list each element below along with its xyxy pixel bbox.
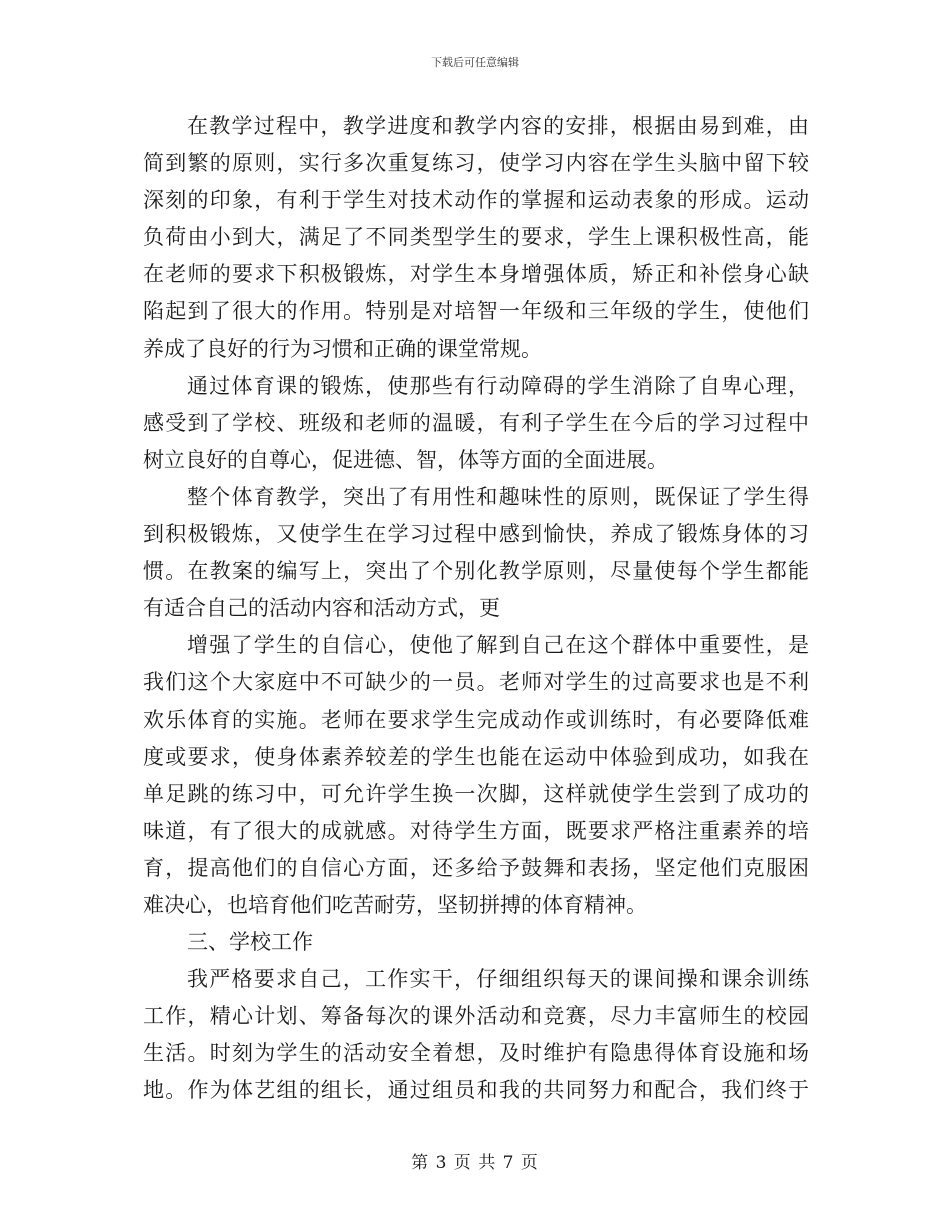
paragraph — [143, 368, 809, 479]
paragraph — [143, 108, 809, 368]
section-heading — [143, 924, 809, 961]
text-line: 陷起到了很大的作用。特别是对培智一年级和三年级的学生，使他们 — [143, 299, 809, 324]
page-number-footer: 第 3 页 共 7 页 — [411, 1153, 539, 1173]
text-line: 我严格要求自己，工作实干，仔细组织每天的课间操和课余训练 — [187, 967, 809, 992]
paragraph — [143, 479, 809, 627]
page-header-note: 下载后可任意编辑 — [431, 56, 519, 69]
text-line: 工作，精心计划、筹备每次的课外活动和竞赛，尽力丰富师生的校园 — [143, 1004, 809, 1029]
text-line: 难决心，也培育他们吃苦耐劳，坚韧拼搏的体育精神。 — [143, 892, 647, 917]
text-line: 整个体育教学，突出了有用性和趣味性的原则，既保证了学生得 — [187, 484, 809, 509]
section-heading-text: 三、学校工作 — [187, 930, 313, 955]
text-line: 味道，有了很大的成就感。对待学生方面，既要求严格注重素养的培 — [143, 818, 809, 843]
text-line: 通过体育课的锻炼，使那些有行动障碍的学生消除了自卑心理， — [187, 373, 809, 398]
text-line: 树立良好的自尊心，促进德、智，体等方面的全面进展。 — [143, 447, 668, 472]
text-line: 在教学过程中，教学进度和教学内容的安排，根据由易到难，由 — [187, 114, 809, 138]
text-line: 育，提高他们的自信心方面，还多给予鼓舞和表扬，坚定他们克服困 — [143, 855, 809, 880]
paragraph — [143, 627, 809, 924]
text-line: 感受到了学校、班级和老师的温暖，有利子学生在今后的学习过程中 — [143, 410, 809, 435]
text-line: 度或要求，使身体素养较差的学生也能在运动中体验到成功，如我在 — [143, 744, 809, 769]
text-line: 简到繁的原则，实行多次重复练习，使学习内容在学生头脑中留下较 — [143, 151, 809, 176]
text-line: 养成了良好的行为习惯和正确的课堂常规。 — [143, 336, 542, 361]
text-line: 到积极锻炼，又使学生在学习过程中感到愉快，养成了锻炼身体的习 — [143, 522, 809, 547]
text-line: 欢乐体育的实施。老师在要求学生完成动作或训练时，有必要降低难 — [143, 707, 809, 732]
text-line: 增强了学生的自信心，使他了解到自己在这个群体中重要性，是 — [187, 633, 809, 658]
text-line: 我们这个大家庭中不可缺少的一员。老师对学生的过高要求也是不利 — [143, 670, 809, 695]
text-line: 地。作为体艺组的组长，通过组员和我的共同努力和配合，我们终于 — [143, 1078, 809, 1103]
document-body — [143, 108, 809, 1110]
text-line: 生活。时刻为学生的活动安全着想，及时维护有隐患得体育设施和场 — [143, 1041, 809, 1066]
text-line: 深刻的印象，有利于学生对技术动作的掌握和运动表象的形成。运动 — [143, 188, 809, 213]
text-line: 惯。在教案的编写上，突出了个别化教学原则，尽量使每个学生都能 — [143, 559, 809, 584]
text-line: 单足跳的练习中，可允许学生换一次脚，这样就使学生尝到了成功的 — [143, 781, 809, 806]
paragraph — [143, 961, 809, 1109]
text-line: 负荷由小到大，满足了不同类型学生的要求，学生上课积极性高，能 — [143, 225, 809, 250]
text-line: 有适合自己的活动内容和活动方式，更 — [143, 596, 500, 621]
text-line: 在老师的要求下积极锻炼，对学生本身增强体质，矫正和补偿身心缺 — [143, 262, 809, 287]
